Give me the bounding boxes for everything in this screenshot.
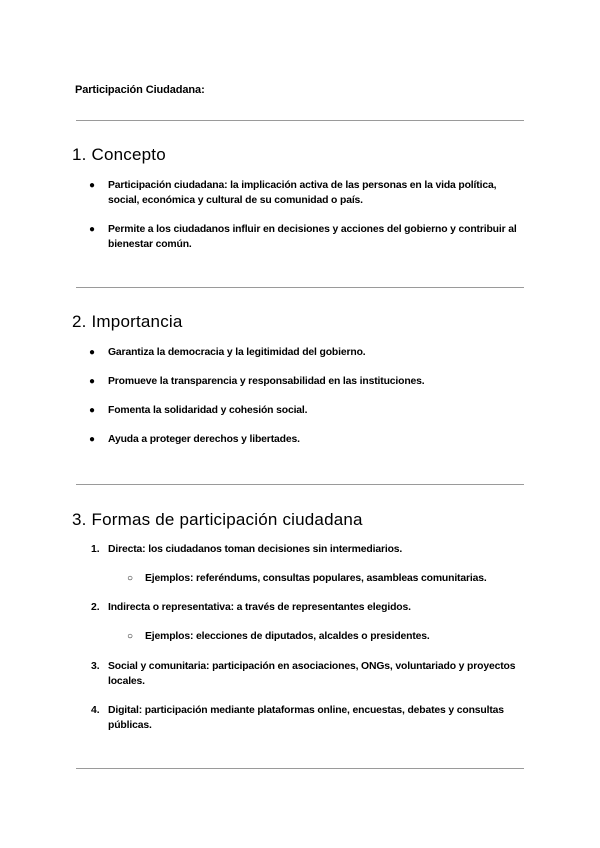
bullet-icon: ●: [89, 224, 96, 235]
section-heading-formas: 3. Formas de participación ciudadana: [72, 510, 363, 529]
list-item: Promueve la transparencia y responsabilidad en las instituciones.: [108, 376, 425, 387]
list-item: Fomenta la solidaridad y cohesión social.: [108, 405, 308, 416]
list-item: Indirecta o representativa: a través de representantes elegidos.: [108, 602, 411, 613]
list-item: Participación ciudadana: la implicación activa de las personas en la vida política, social, económica y cultural de su comunidad o país.: [108, 180, 497, 206]
document-title: Participación Ciudadana:: [75, 84, 205, 96]
bullet-icon: ●: [89, 405, 96, 416]
list-number: 1.: [91, 544, 100, 555]
list-item: Digital: participación mediante plataformas online, encuestas, debates y consultas públicas.: [108, 705, 504, 731]
circle-bullet-icon: ○: [127, 631, 134, 642]
list-item: Directa: los ciudadanos toman decisiones sin intermediarios.: [108, 544, 403, 555]
bullet-icon: ●: [89, 376, 96, 387]
bullet-icon: ●: [89, 180, 96, 191]
list-number: 2.: [91, 602, 100, 613]
divider: [76, 484, 524, 485]
list-item: Ayuda a proteger derechos y libertades.: [108, 434, 300, 445]
section-heading-concepto: 1. Concepto: [72, 145, 166, 164]
list-item: Social y comunitaria: participación en asociaciones, ONGs, voluntariado y proyectos locales.: [108, 661, 516, 687]
list-number: 4.: [91, 705, 100, 716]
list-item: Garantiza la democracia y la legitimidad del gobierno.: [108, 347, 366, 358]
divider: [76, 120, 524, 121]
sub-list-item: Ejemplos: elecciones de diputados, alcaldes o presidentes.: [145, 631, 430, 642]
section-heading-importancia: 2. Importancia: [72, 312, 183, 331]
sub-list-item: Ejemplos: referéndums, consultas populares, asambleas comunitarias.: [145, 573, 487, 584]
divider: [76, 768, 524, 769]
bullet-icon: ●: [89, 434, 96, 445]
list-item: Permite a los ciudadanos influir en decisiones y acciones del gobierno y contribuir al bienestar común.: [108, 224, 517, 250]
list-number: 3.: [91, 661, 100, 672]
divider: [76, 287, 524, 288]
bullet-icon: ●: [89, 347, 96, 358]
circle-bullet-icon: ○: [127, 573, 134, 584]
